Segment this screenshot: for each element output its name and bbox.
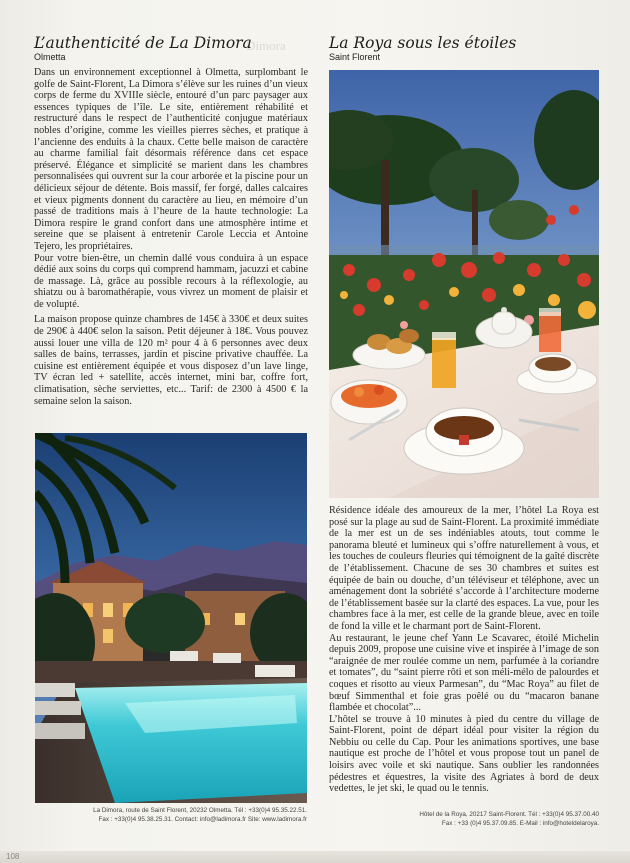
caption-address: Hôtel de la Roya, 20217 Saint-Florent. Tél : +33(0)4 95.37.00.40 (419, 811, 599, 818)
caption-contact: Fax : +33 (0)4 95.37.09.85. E-Mail : info@hoteldelaroya. (441, 820, 599, 827)
article-title: L’authenticité de La Dimora (34, 34, 252, 52)
paragraph: L’hôtel se trouve à 10 minutes à pied du centre du village de Saint-Florent, point de départ idéal pour visiter la région du Nebbiu ou celle du Cap. Pour les animations sportives, une base nautique est proche de l’hôtel et vous propose tout un panel de loisirs avec voile et ski nautique. Sans oublier les randonnées pédestres et équestres, la visite des Agriates à bord de deux vedettes, le jet ski, le quad ou le tennis. (329, 713, 599, 795)
article-la-roya-body (329, 505, 599, 795)
article-title: La Roya sous les étoiles (329, 34, 517, 52)
caption-contact: Fax : +33(0)4 95.38.25.31. Contact: info@ladimora.fr Site: www.ladimora.fr (98, 816, 307, 823)
article-body (34, 67, 308, 407)
article-la-dimora (34, 34, 308, 407)
paragraph: Dans un environnement exceptionnel à Olmetta, surplombant le golfe de Saint-Florent, La Dimora s’élève sur les ruines d’un vieux corps de ferme du XVIIIe siècle, entouré d’un parc paysager aux essences typiques de l’île. Le site, entièrement réhabilité et restructuré dans le respect de l’authenticité conjugue matériaux nobles d’origine, comme les vieilles pierres sèches, et pratique à l’ancienne des enduits à la chaux. Cette belle maison de caractère au charme familial fait désormais référence dans cet espace préservé. Élégance et simplicité se marient dans les chambres personnalisées qui ouvrent sur la cour arborée et la piscine pour un délicieux séjour de détente. Bois massif, fer forgé, dalles calcaires et vieux pigments donnent du caractère au lieu, en mémoire d’un passé de traditions mais à l’heure de la haute technologie: La Dimora respire le grand confort dans une atmosphère intime et sereine que se plaisent à entretenir Carole Leccia et Antoine Tejero, les propriétaires. (34, 67, 308, 252)
photo-caption (35, 806, 307, 824)
photo-caption (329, 810, 599, 828)
paragraph: Au restaurant, le jeune chef Yann Le Scavarec, étoilé Michelin depuis 2009, propose une cuisine vive et inspirée à l’image de son “araignée de mer roulée comme un nem, parfumée à la coriandre et tomates”, du “saint pierre rôti et son méli-mélo de palourdes et coques et risotto au vieux Parmesan”, du “Mac Roya” au filet de bœuf Simmenthal et foie gras poêlé ou du “macaron banane flambée et chocolat”... (329, 632, 599, 714)
article-location: Olmetta (34, 52, 66, 62)
photo-la-dimora-pool (35, 433, 307, 803)
paragraph: Pour votre bien-être, un chemin dallé vous conduira à un espace dédié aux soins du corps qui comprend hammam, jacuzzi et cabine de massage. Là, grâce au possible recours à la réflexologie, au shiatzu ou à baromathérapie, vous vivrez un moment de plaisir et de volupté. (34, 252, 308, 310)
paragraph: Résidence idéale des amoureux de la mer, l’hôtel La Roya est posé sur la plage au sud de Saint-Florent. La proximité immédiate de la mer est un de ses indéniables atouts, tout comme le panorama bleuté et lumineux qui s’offre naturellement à vous, et les touches de couleurs fleuries qui témoignent de la gaîté discrète de l’établissement. Chacune de ses 30 chambres et suites est équipée de bain ou douche, d’un téléviseur et téléphone, avec un aménagement dont la sobriété s’accorde à l’architecture moderne de l’établissement basée sur la clarté des espaces. La vue, pour les chambres face à la mer, est celle de la grande bleue, avec en toile de fond la ville et le charmant port de Saint-Florent. (329, 505, 599, 632)
page-number: 108 (6, 852, 20, 861)
article-location: Saint Florent (329, 52, 381, 62)
article-la-roya-header (329, 34, 599, 67)
paragraph: La maison propose quinze chambres de 145€ à 330€ et deux suites de 290€ à 440€ selon la saison. Petit déjeuner à 18€. Vous pouvez aussi louer une villa de 120 m² pour 4 à 6 personnes avec deux salles de bains, terrasses, jardin et piscine privative chauffée. La cuisine est entièrement équipée et vous disposez d’un lave linge, TV écran led + satellite, accès internet, mini bar, coffre fort, climatisation, sèche serviettes, etc... Tarif: de 2300 à 4500 € la semaine selon la saison. (34, 314, 308, 407)
page-bottom-edge (0, 851, 630, 863)
bleed-through-text: Dimora (246, 38, 286, 53)
photo-la-roya-breakfast (329, 70, 599, 498)
caption-address: La Dimora, route de Saint Florent, 20232 Olmetta. Tél : +33(0)4 95.35.22.51. (93, 807, 307, 814)
